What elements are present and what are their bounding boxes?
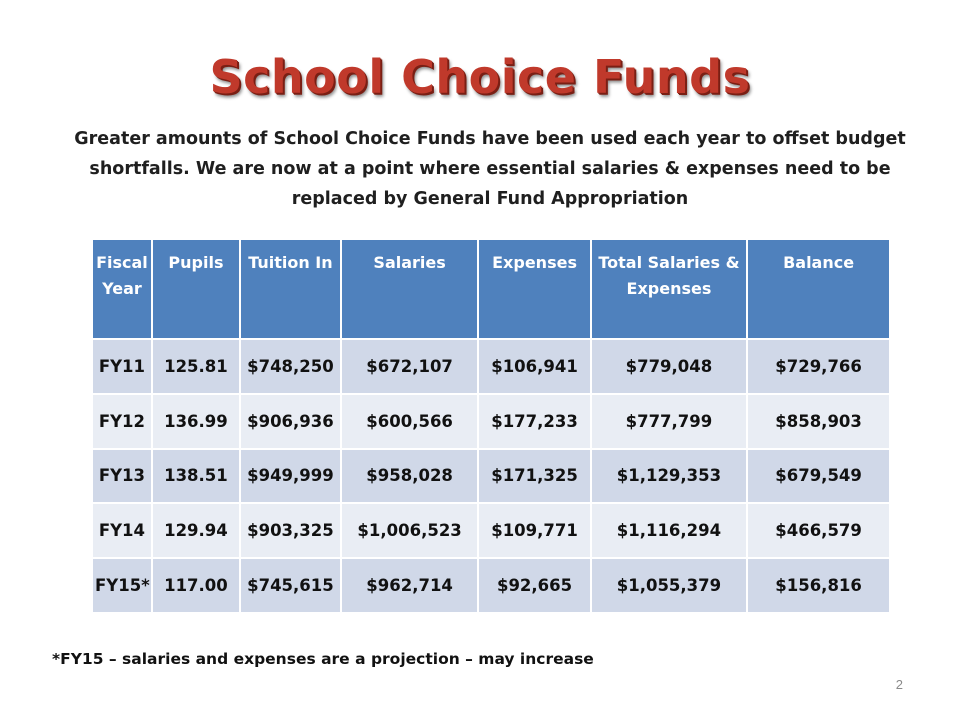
cell-salaries: $600,566 (341, 394, 479, 449)
cell-fiscal-year: FY13 (92, 449, 152, 504)
header-expenses: Expenses (478, 239, 590, 339)
cell-fiscal-year: FY15* (92, 558, 152, 613)
cell-pupils: 138.51 (152, 449, 240, 504)
cell-tuition-in: $906,936 (240, 394, 341, 449)
cell-balance: $679,549 (747, 449, 890, 504)
cell-total: $779,048 (591, 339, 747, 394)
slide-subtitle: Greater amounts of School Choice Funds have been used each year to offset budget shortfalls. We are now at a point where essential salaries & expenses need to be replaced by General Fund Appropriation (74, 129, 906, 209)
header-pupils: Pupils (152, 239, 240, 339)
header-salaries: Salaries (341, 239, 479, 339)
slide-title: School Choice Funds (209, 50, 751, 104)
cell-tuition-in: $903,325 (240, 503, 341, 558)
table-row (92, 394, 890, 449)
cell-expenses: $92,665 (478, 558, 590, 613)
cell-balance: $729,766 (747, 339, 890, 394)
table-row (92, 449, 890, 504)
table-row (92, 339, 890, 394)
table-row (92, 558, 890, 613)
cell-fiscal-year: FY14 (92, 503, 152, 558)
cell-total: $777,799 (591, 394, 747, 449)
funds-table (91, 238, 891, 614)
cell-expenses: $109,771 (478, 503, 590, 558)
cell-balance: $156,816 (747, 558, 890, 613)
cell-balance: $858,903 (747, 394, 890, 449)
cell-total: $1,116,294 (591, 503, 747, 558)
cell-balance: $466,579 (747, 503, 890, 558)
cell-tuition-in: $745,615 (240, 558, 341, 613)
header-total-salaries-expenses: Total Salaries & Expenses (591, 239, 747, 339)
cell-expenses: $106,941 (478, 339, 590, 394)
cell-fiscal-year: FY11 (92, 339, 152, 394)
cell-pupils: 129.94 (152, 503, 240, 558)
cell-tuition-in: $748,250 (240, 339, 341, 394)
cell-tuition-in: $949,999 (240, 449, 341, 504)
header-fiscal-year: Fiscal Year (92, 239, 152, 339)
header-tuition-in: Tuition In (240, 239, 341, 339)
cell-pupils: 125.81 (152, 339, 240, 394)
cell-pupils: 136.99 (152, 394, 240, 449)
table-header-row (92, 239, 890, 339)
cell-expenses: $177,233 (478, 394, 590, 449)
cell-total: $1,129,353 (591, 449, 747, 504)
cell-fiscal-year: FY12 (92, 394, 152, 449)
cell-pupils: 117.00 (152, 558, 240, 613)
cell-salaries: $958,028 (341, 449, 479, 504)
page-number: 2 (895, 677, 903, 692)
cell-salaries: $962,714 (341, 558, 479, 613)
cell-expenses: $171,325 (478, 449, 590, 504)
cell-salaries: $672,107 (341, 339, 479, 394)
header-balance: Balance (747, 239, 890, 339)
cell-salaries: $1,006,523 (341, 503, 479, 558)
cell-total: $1,055,379 (591, 558, 747, 613)
footnote: *FY15 – salaries and expenses are a projection – may increase (52, 650, 594, 668)
table-row (92, 503, 890, 558)
